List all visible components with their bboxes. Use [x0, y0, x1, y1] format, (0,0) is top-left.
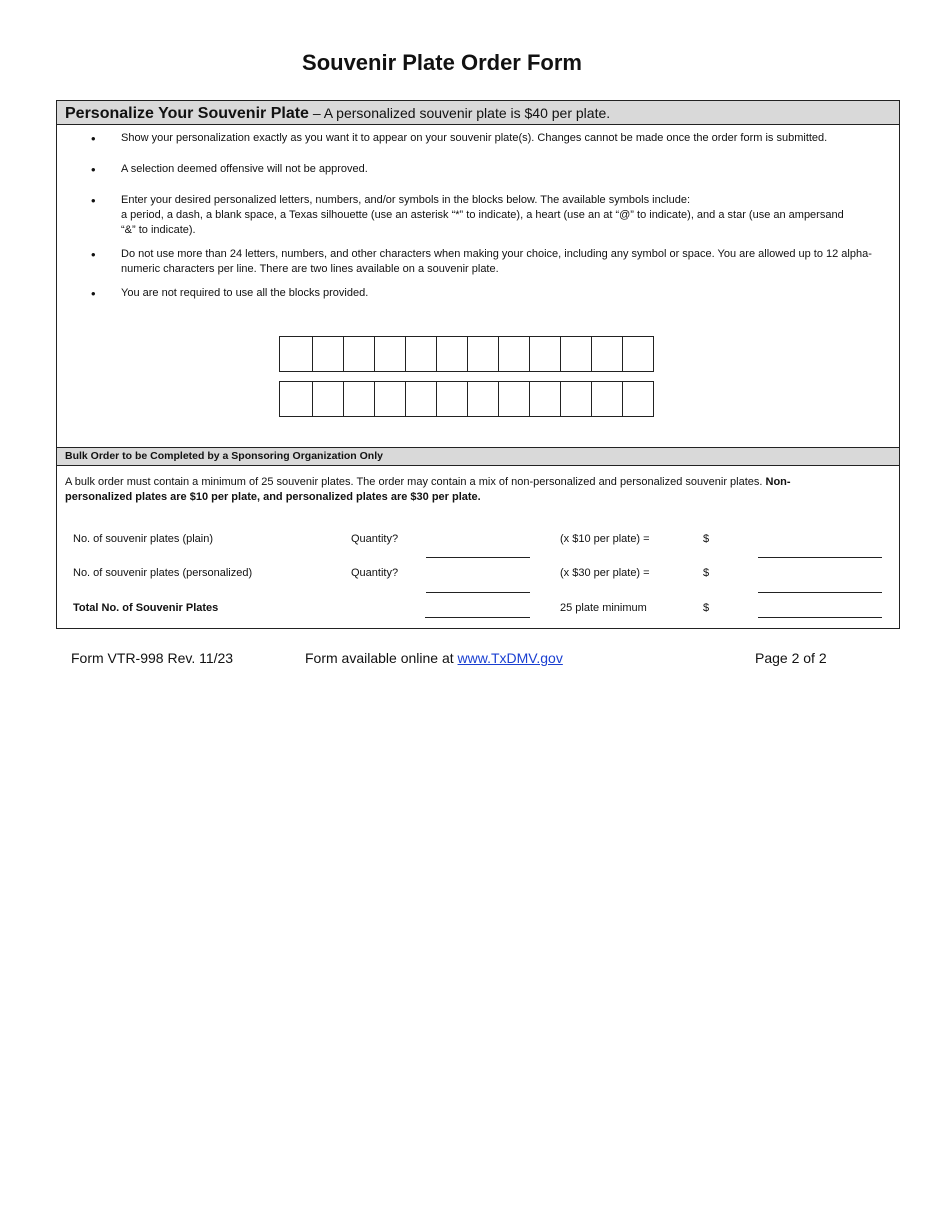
page-number: Page 2 of 2 [755, 650, 827, 666]
instruction-text: Show your personalization exactly as you want it to appear on your souvenir plate(s). Changes cannot be made once the order form is submitted. [121, 132, 828, 144]
form-number: Form VTR-998 Rev. 11/23 [71, 650, 234, 666]
plate-character-block[interactable] [405, 336, 437, 372]
plate-character-block[interactable] [374, 336, 406, 372]
plate-character-block[interactable] [591, 336, 623, 372]
plate-character-block[interactable] [374, 381, 406, 417]
personalize-header-title: Personalize Your Souvenir Plate [65, 105, 309, 122]
quantity-label: Quantity? [351, 533, 399, 545]
amount-field[interactable] [758, 592, 882, 593]
instruction-text: Enter your desired personalized letters, numbers, and/or symbols in the blocks below. The available symbols include: [121, 194, 691, 206]
instruction-text: A selection deemed offensive will not be approved. [121, 163, 368, 175]
online-prefix: Form available online at [305, 650, 458, 666]
plate-character-block[interactable] [498, 381, 530, 417]
instruction-text: Do not use more than 24 letters, numbers, and other characters when making your choice, including any symbol or space. You are allowed up to 12 alpha- [121, 248, 872, 260]
instruction-item [57, 247, 899, 277]
plate-character-block[interactable] [622, 336, 654, 372]
plate-character-block[interactable] [560, 381, 592, 417]
amount-field[interactable] [758, 557, 882, 558]
plate-character-block[interactable] [591, 381, 623, 417]
quantity-label: Quantity? [351, 567, 399, 579]
rate-label: (x $10 per plate) = [560, 533, 650, 545]
rate-label: (x $30 per plate) = [560, 567, 650, 579]
plate-character-block[interactable] [312, 336, 344, 372]
total-plates-row [57, 602, 899, 620]
instruction-text: “&” to indicate). [121, 224, 196, 236]
bulk-description [65, 475, 819, 505]
bullet-icon: • [91, 193, 96, 208]
online-availability [305, 650, 563, 666]
instruction-text: numeric characters per line. There are two lines available on a souvenir plate. [121, 263, 499, 275]
instruction-text: You are not required to use all the blocks provided. [121, 287, 369, 299]
bullet-icon: • [91, 247, 96, 262]
bullet-icon: • [91, 286, 96, 301]
plate-character-block[interactable] [467, 381, 499, 417]
plate-character-block[interactable] [279, 381, 313, 417]
bulk-description-bold: Non-personalized plates are $10 per plate, and personalized plates are $30 per plate. [65, 476, 791, 503]
bullet-icon: • [91, 131, 96, 146]
plate-character-block[interactable] [312, 381, 344, 417]
row-label: No. of souvenir plates (plain) [73, 533, 214, 545]
quantity-field[interactable] [426, 592, 530, 593]
plate-character-block[interactable] [529, 336, 561, 372]
instruction-item [57, 162, 899, 177]
personalized-plates-row [57, 567, 899, 585]
currency-label: $ [703, 602, 710, 614]
plain-plates-row [57, 533, 899, 551]
instruction-list [57, 131, 899, 315]
page-title: Souvenir Plate Order Form [302, 50, 582, 75]
instruction-text: a period, a dash, a blank space, a Texas silhouette (use an asterisk “*” to indicate), a heart (use an at “@” to indicate), and a star (use an ampersand [121, 209, 844, 221]
plate-character-block[interactable] [436, 381, 468, 417]
plate-line-1 [279, 336, 654, 372]
instruction-item [57, 193, 899, 238]
bulk-section-header: Bulk Order to be Completed by a Sponsoring Organization Only [57, 447, 899, 466]
plate-character-block[interactable] [436, 336, 468, 372]
plate-character-block[interactable] [529, 381, 561, 417]
plate-character-block[interactable] [405, 381, 437, 417]
order-form [56, 100, 900, 629]
plate-character-block[interactable] [560, 336, 592, 372]
instruction-item [57, 131, 899, 146]
plate-character-block[interactable] [467, 336, 499, 372]
plate-line-2 [279, 381, 654, 417]
plate-character-block[interactable] [622, 381, 654, 417]
plate-character-block[interactable] [498, 336, 530, 372]
currency-label: $ [703, 567, 710, 579]
minimum-label: 25 plate minimum [560, 602, 647, 614]
instruction-item [57, 286, 899, 301]
row-label: No. of souvenir plates (personalized) [73, 567, 253, 579]
txdmv-link[interactable]: www.TxDMV.gov [457, 650, 563, 666]
currency-label: $ [703, 533, 710, 545]
plate-character-block[interactable] [343, 336, 375, 372]
bulk-description-text: A bulk order must contain a minimum of 25 souvenir plates. The order may contain a mix of non-personalized and personalized souvenir plates. [65, 476, 766, 488]
row-label: Total No. of Souvenir Plates [73, 602, 219, 614]
bullet-icon: • [91, 162, 96, 177]
personalize-section-header [57, 101, 899, 125]
plate-character-block[interactable] [343, 381, 375, 417]
quantity-field[interactable] [426, 557, 530, 558]
personalize-header-price: – A personalized souvenir plate is $40 per plate. [308, 105, 611, 121]
total-amount-field[interactable] [758, 617, 882, 618]
plate-character-block[interactable] [279, 336, 313, 372]
total-quantity-field[interactable] [425, 617, 530, 618]
